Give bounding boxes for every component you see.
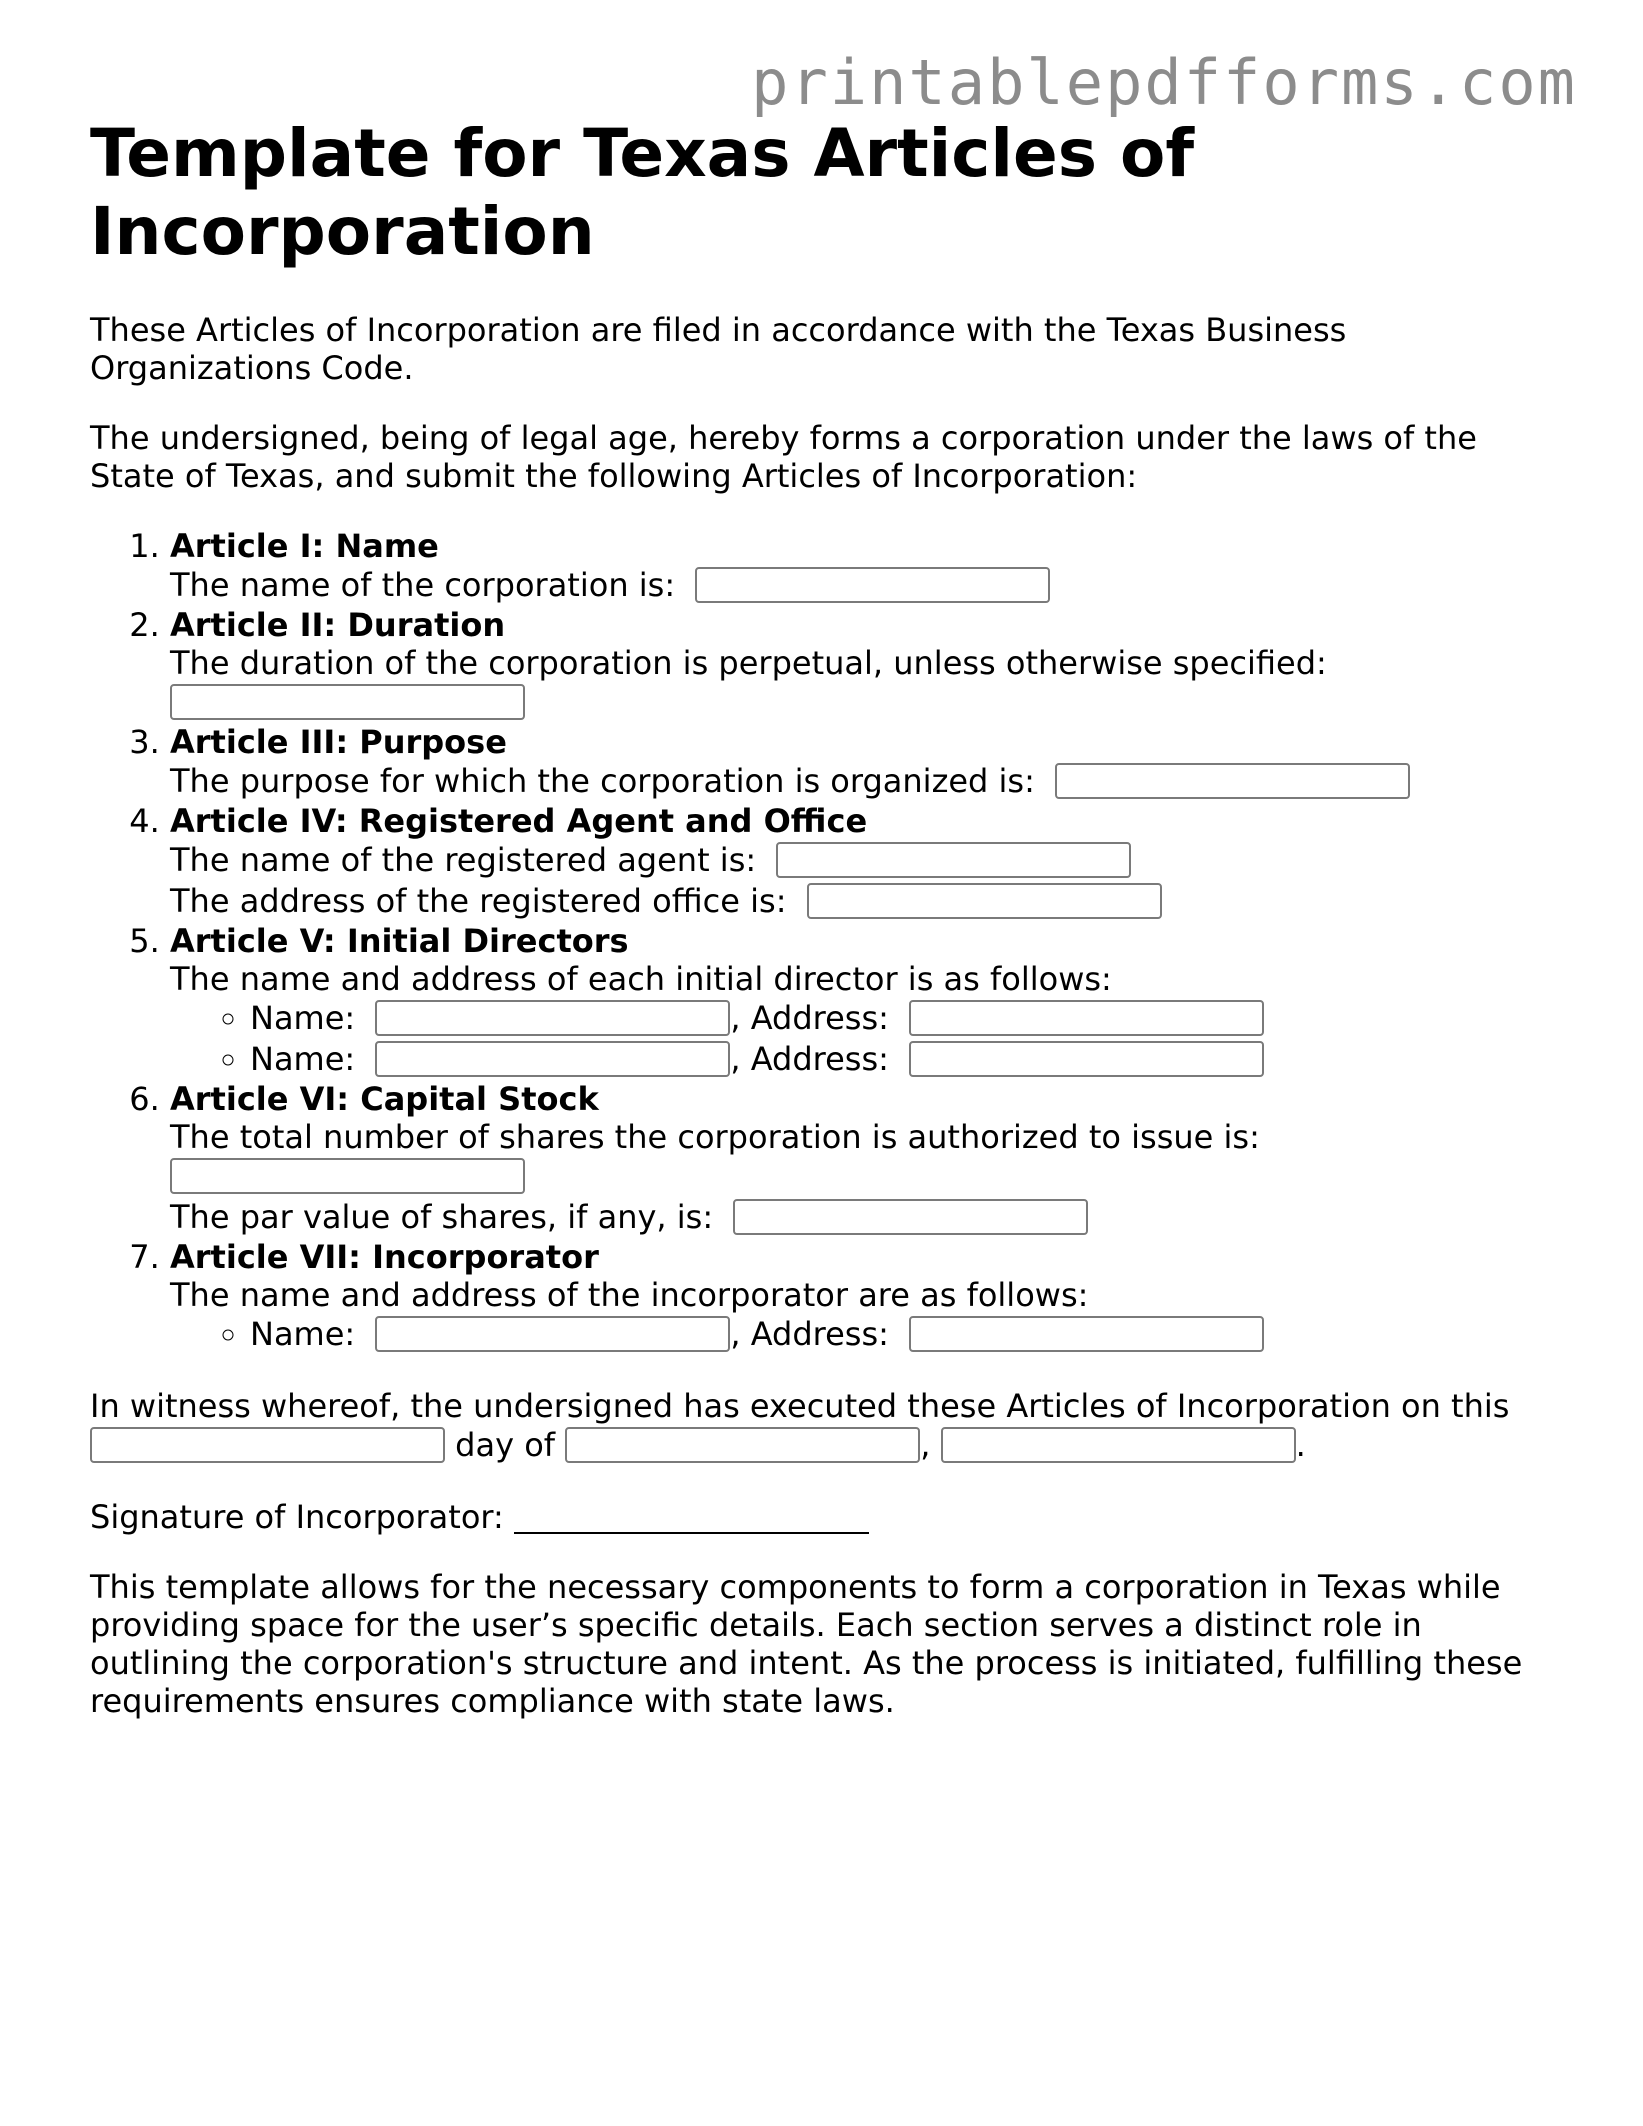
shares-label: The total number of shares the corporation is authorized to issue is: [170,1118,1260,1156]
incorporator [250,1314,1530,1355]
office-address-field[interactable] [807,883,1162,919]
article-3 [170,723,1530,802]
article-2 [170,606,1530,723]
article-1 [170,527,1530,606]
watermark: printablepdfforms.com [751,46,1577,119]
article-7-title: Article VII: Incorporator [170,1238,599,1276]
director-1-address-field[interactable] [909,1000,1264,1036]
incorporator-address-field[interactable] [909,1316,1264,1352]
signature-block [90,1498,1530,1536]
witness-month-field[interactable] [565,1427,920,1463]
director-2-address-field[interactable] [909,1041,1264,1077]
article-5-label: The name and address of each initial director is as follows: [170,960,1112,998]
witness-day-field[interactable] [90,1427,445,1463]
director-1-name-field[interactable] [375,1000,730,1036]
period-text: . [1295,1426,1306,1464]
signature-label: Signature of Incorporator: [90,1498,504,1536]
witness-year-field[interactable] [941,1427,1296,1463]
address-label: , Address: [730,1315,889,1353]
director-2-name-field[interactable] [375,1041,730,1077]
article-1-label: The name of the corporation is: [170,566,676,604]
article-2-title: Article II: Duration [170,606,506,644]
articles-list [90,527,1530,1355]
article-2-label: The duration of the corporation is perpetual, unless otherwise specified: [170,644,1327,682]
par-value-field[interactable] [733,1199,1088,1235]
closing-paragraph: This template allows for the necessary components to form a corporation in Texas while providing space for the user’s specific details. Each section serves a distinct role in outlining the corporation's structure and intent. As the process is initiated, fulfilling these requirements ensures compliance with state laws. [90,1568,1523,1720]
document [90,115,1530,1752]
comma-text: , [920,1426,931,1464]
article-3-title: Article III: Purpose [170,723,507,761]
signature-line[interactable] [514,1502,869,1534]
article-6 [170,1080,1530,1238]
directors-list [170,998,1530,1080]
article-7 [170,1238,1530,1355]
article-7-label: The name and address of the incorporator are as follows: [170,1276,1089,1314]
director-2 [250,1039,1530,1080]
article-4-title: Article IV: Registered Agent and Office [170,802,868,840]
article-4 [170,802,1530,922]
office-address-label: The address of the registered office is: [170,882,787,920]
day-of-label: day of [455,1426,556,1464]
incorporator-list [170,1314,1530,1355]
article-5 [170,922,1530,1080]
agent-name-field[interactable] [776,842,1131,878]
par-value-label: The par value of shares, if any, is: [170,1198,714,1236]
director-1 [250,998,1530,1039]
witness-paragraph [90,1387,1530,1466]
intro-paragraph: These Articles of Incorporation are filed in accordance with the Texas Business Organizations Code. [90,311,1347,387]
witness-text: In witness whereof, the undersigned has executed these Articles of Incorporation on this [90,1387,1510,1425]
address-label: , Address: [730,1040,889,1078]
article-6-title: Article VI: Capital Stock [170,1080,599,1118]
name-label: Name: [250,1040,356,1078]
article-1-title: Article I: Name [170,527,439,565]
address-label: , Address: [730,999,889,1037]
article-3-label: The purpose for which the corporation is organized is: [170,762,1035,800]
agent-name-label: The name of the registered agent is: [170,841,757,879]
shares-total-field[interactable] [170,1158,525,1194]
name-label: Name: [250,1315,356,1353]
corporation-name-field[interactable] [695,567,1050,603]
preamble-paragraph: The undersigned, being of legal age, hereby forms a corporation under the laws of the State of Texas, and submit the following Articles of Incorporation: [90,419,1477,495]
duration-field[interactable] [170,684,525,720]
page-title: Template for Texas Articles of Incorporation [90,115,1195,270]
name-label: Name: [250,999,356,1037]
purpose-field[interactable] [1055,763,1410,799]
incorporator-name-field[interactable] [375,1316,730,1352]
article-5-title: Article V: Initial Directors [170,922,629,960]
